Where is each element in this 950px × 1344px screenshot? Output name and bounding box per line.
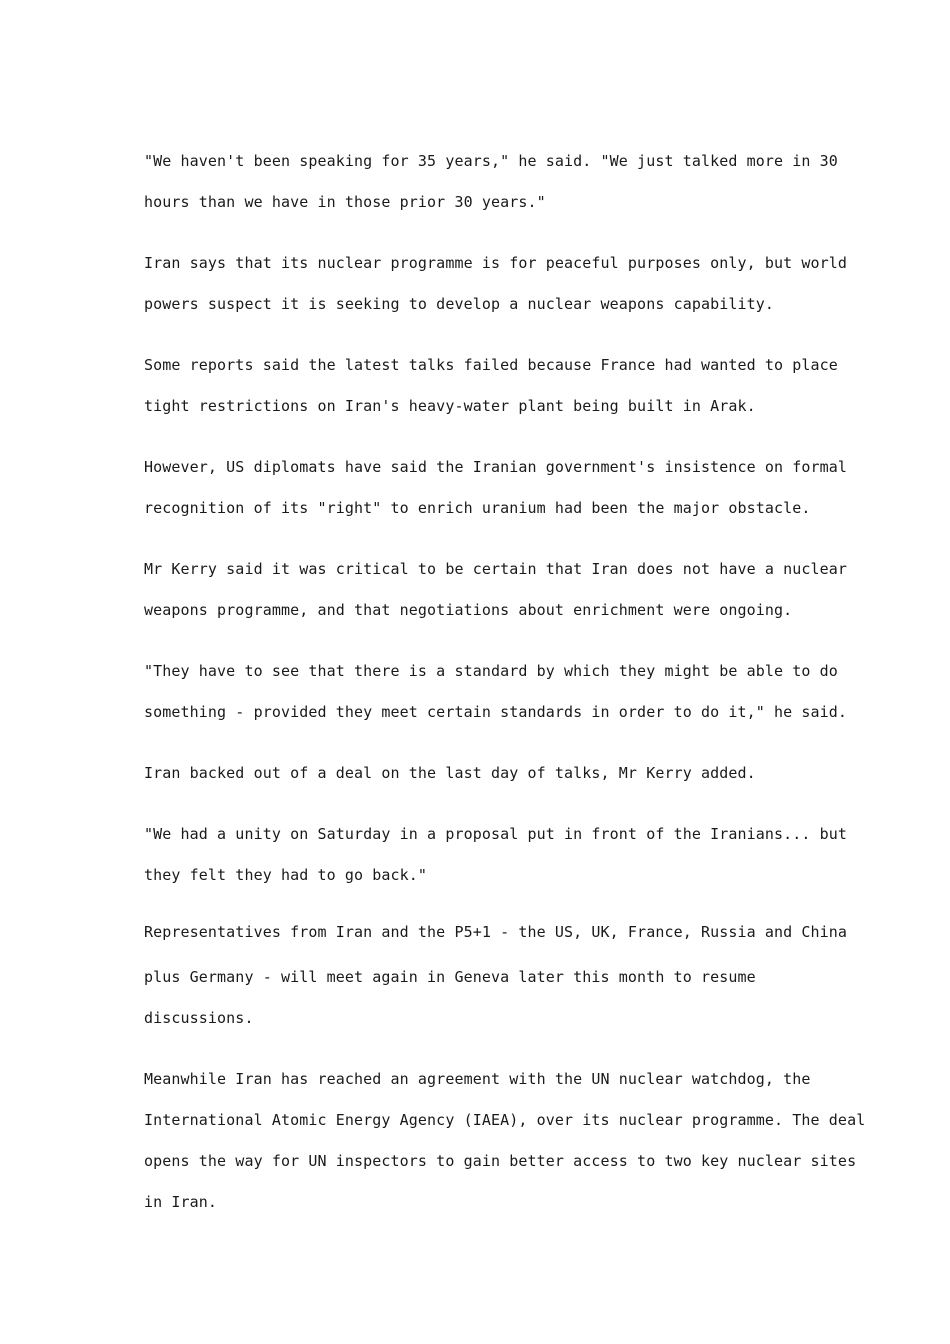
paragraph-10-line-4: in Iran. — [144, 1193, 218, 1211]
paragraph-6-line-2: something - provided they meet certain standards in order to do it," he said. — [144, 703, 848, 721]
paragraph-1-line-1: "We haven't been speaking for 35 years," he said. "We just talked more in 30 — [144, 152, 838, 170]
paragraph-8-line-1: "We had a unity on Saturday in a proposal put in front of the Iranians... but — [144, 825, 848, 843]
paragraph-6-line-1: "They have to see that there is a standard by which they might be able to do — [144, 662, 838, 680]
paragraph-3-line-1: Some reports said the latest talks failed because France had wanted to place — [144, 356, 838, 374]
paragraph-4-line-1: However, US diplomats have said the Iranian government's insistence on formal — [144, 458, 848, 476]
paragraph-2-line-1: Iran says that its nuclear programme is for peaceful purposes only, but world — [144, 254, 848, 272]
paragraph-7-line-1: Iran backed out of a deal on the last day of talks, Mr Kerry added. — [144, 764, 756, 782]
paragraph-4-line-2: recognition of its "right" to enrich uranium had been the major obstacle. — [144, 499, 811, 517]
paragraph-10-line-3: opens the way for UN inspectors to gain better access to two key nuclear sites — [144, 1152, 857, 1170]
paragraph-1-line-2: hours than we have in those prior 30 years." — [144, 193, 546, 211]
paragraph-9-line-1: Representatives from Iran and the P5+1 - the US, UK, France, Russia and China — [144, 923, 848, 941]
paragraph-9-line-3: discussions. — [144, 1009, 254, 1027]
paragraph-2-line-2: powers suspect it is seeking to develop a nuclear weapons capability. — [144, 295, 775, 313]
paragraph-9-line-2: plus Germany - will meet again in Geneva later this month to resume — [144, 968, 756, 986]
paragraph-5-line-1: Mr Kerry said it was critical to be certain that Iran does not have a nuclear — [144, 560, 848, 578]
paragraph-3-line-2: tight restrictions on Iran's heavy-water plant being built in Arak. — [144, 397, 756, 415]
paragraph-8-line-2: they felt they had to go back." — [144, 866, 428, 884]
paragraph-10-line-2: International Atomic Energy Agency (IAEA), over its nuclear programme. The deal — [144, 1111, 866, 1129]
paragraph-5-line-2: weapons programme, and that negotiations about enrichment were ongoing. — [144, 601, 793, 619]
paragraph-10-line-1: Meanwhile Iran has reached an agreement with the UN nuclear watchdog, the — [144, 1070, 811, 1088]
